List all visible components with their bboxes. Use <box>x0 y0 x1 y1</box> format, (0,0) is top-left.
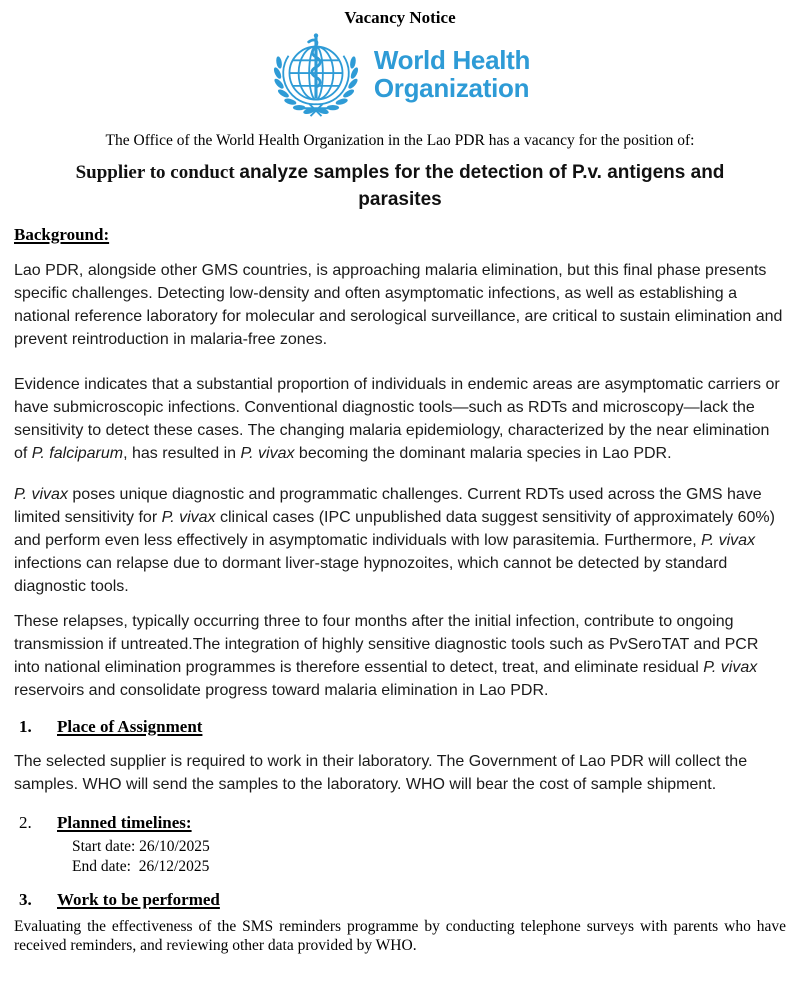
position-title-serif-part: Supplier to conduct <box>75 162 240 183</box>
section-1-number: 1. <box>19 717 32 736</box>
background-paragraphs <box>14 259 786 702</box>
background-paragraph-4: These relapses, typically occurring three to four months after the initial infection, contribute to ongoing transmission if untreated.The integration of highly sensitive diagnostic tools such as PvSeroTAT and PCR into national elimination programmes is therefore essential to detect, treat, and eliminate residual P. vivax reservoirs and consolidate progress toward malaria elimination in Lao PDR. <box>14 613 759 699</box>
section-3-heading <box>14 889 786 911</box>
background-paragraph-2: Evidence indicates that a substantial proportion of individuals in endemic areas are asymptomatic carriers or have submicroscopic infections. Conventional diagnostic tools—such as RDTs and microscopy—lack the sensitivity to detect these cases. The changing malaria epidemiology, characterized by the near elimination of P. falciparum, has resulted in P. vivax becoming the dominant malaria species in Lao PDR. <box>14 376 780 462</box>
position-title-line2: parasites <box>358 189 442 210</box>
position-title <box>14 159 786 213</box>
logo-wordmark <box>374 46 530 102</box>
notice-label: Vacancy Notice <box>344 8 456 27</box>
timeline-end-date: End date: 26/12/2025 <box>72 857 210 875</box>
logo-wordmark-line1: World Health <box>373 45 531 75</box>
background-paragraph-1: Lao PDR, alongside other GMS countries, is approaching malaria elimination, but this final phase presents specific challenges. Detecting low-density and often asymptomatic infections, as well as establishing a national reference laboratory for molecular and serological surveillance, are critical to sustain elimination and prevent reintroduction in malaria-free zones. <box>14 262 783 348</box>
section-3-number: 3. <box>19 890 32 909</box>
who-logo <box>14 31 786 117</box>
timeline-start-date: Start date: 26/10/2025 <box>72 838 210 855</box>
background-heading: Background: <box>14 225 110 244</box>
section-1-title: Place of Assignment <box>57 717 203 736</box>
section-3-body: Evaluating the effectiveness of the SMS reminders programme by conducting telephone surveys with parents who have received reminders, and reviewing other data provided by WHO. <box>14 918 786 954</box>
section-2-title: Planned timelines: <box>57 813 192 832</box>
section-2-number: 2. <box>19 813 32 832</box>
position-title-sans-part: analyze samples for the detection of P.v. antigens and <box>239 162 725 183</box>
who-emblem-icon <box>270 31 362 117</box>
logo-wordmark-line2: Organization <box>373 73 530 103</box>
background-paragraph-3: P. vivax poses unique diagnostic and programmatic challenges. Current RDTs used across the GMS have limited sensitivity for P. vivax clinical cases (IPC unpublished data suggest sensitivity of approximately 60%) and perform even less effectively in asymptomatic individuals with low parasitemia. Furthermore, P. vivax infections can relapse due to dormant liver-stage hypnozoites, which cannot be detected by standard diagnostic tools. <box>14 486 775 595</box>
section-1-heading <box>14 716 786 738</box>
section-3-title: Work to be performed <box>57 890 220 909</box>
timeline <box>14 837 786 876</box>
intro-line: The Office of the World Health Organization in the Lao PDR has a vacancy for the position of: <box>105 132 695 149</box>
section-2-heading <box>14 812 786 834</box>
section-1-body: The selected supplier is required to work in their laboratory. The Government of Lao PDR will collect the samples. WHO will send the samples to the laboratory. WHO will bear the cost of sample shipment. <box>14 753 748 793</box>
